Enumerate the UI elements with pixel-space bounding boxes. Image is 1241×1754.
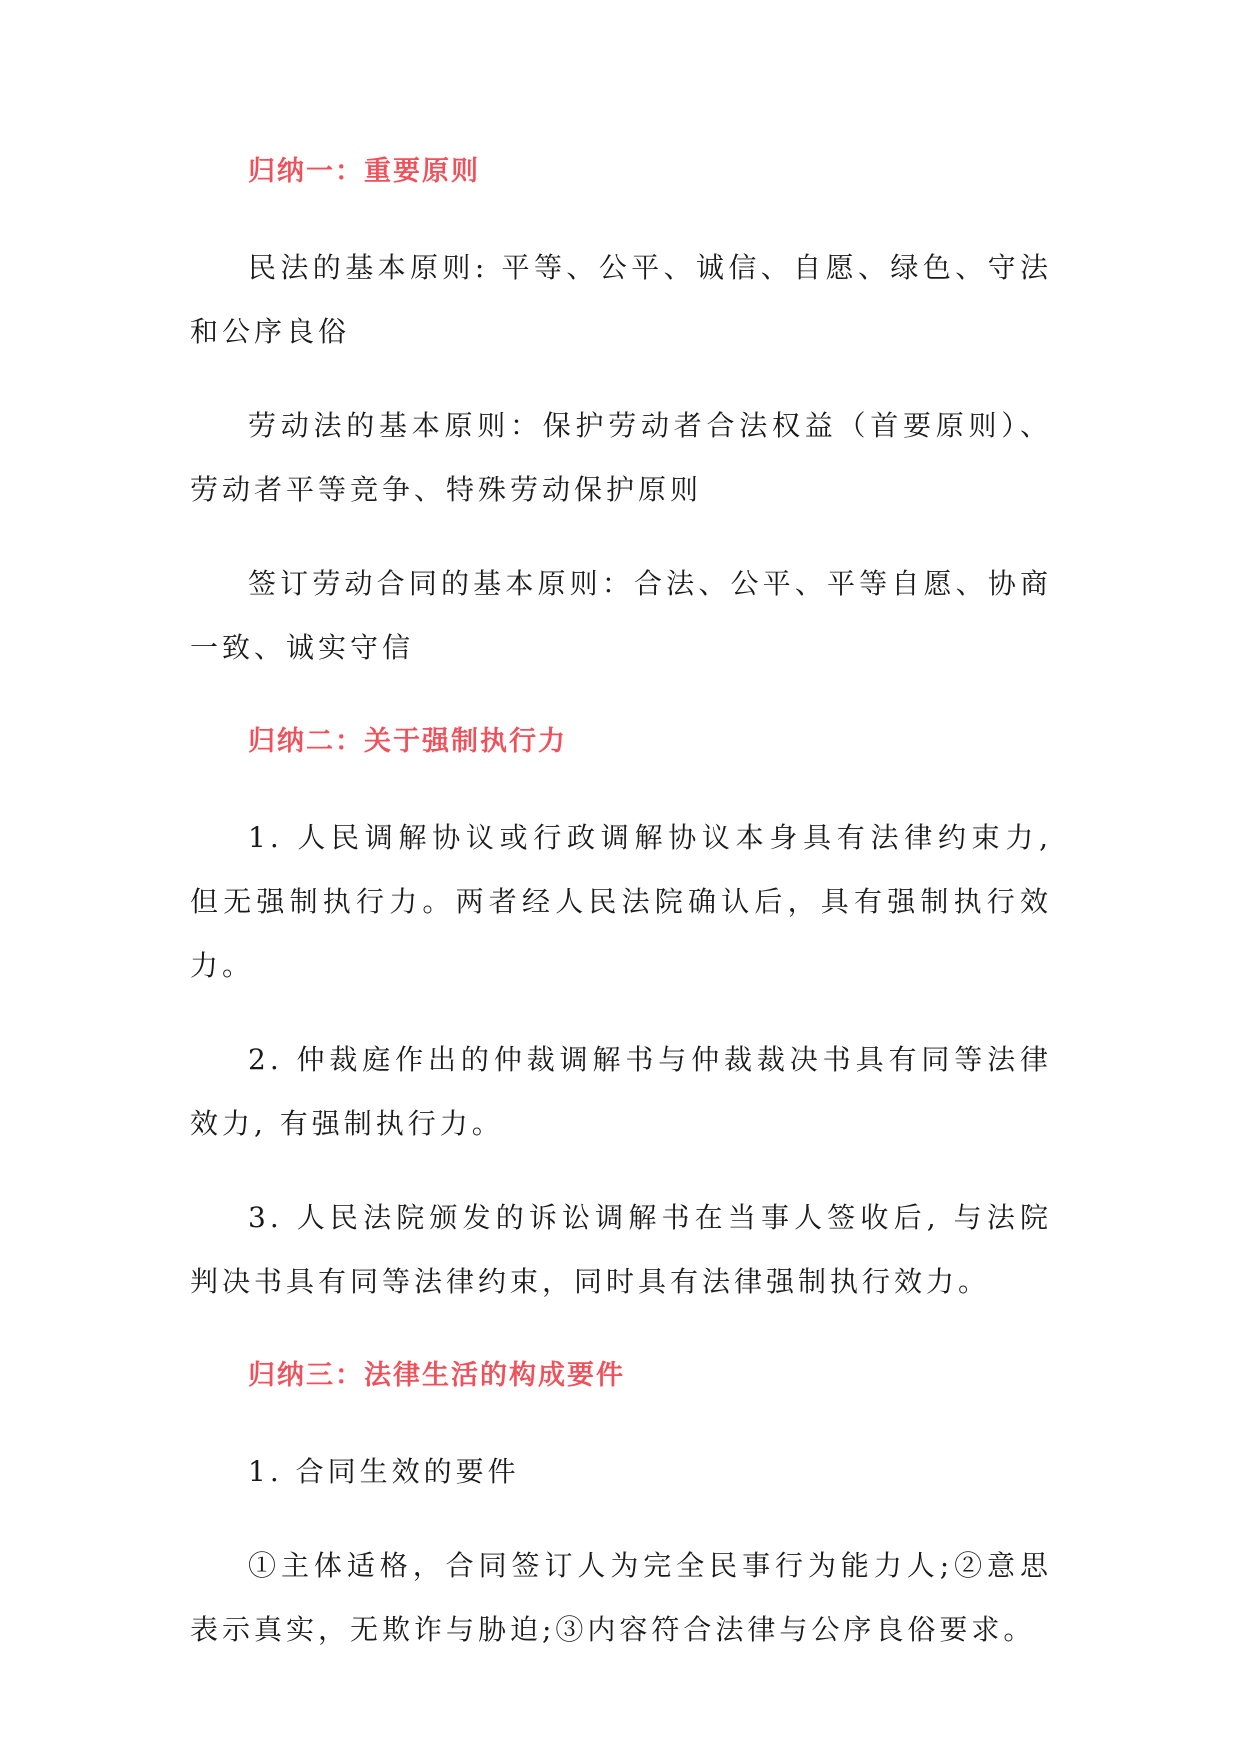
section-heading-3: 归纳三：法律生活的构成要件 [248,1360,625,1391]
paragraph-labor-contract-principles: 签订劳动合同的基本原则：合法、公平、平等自愿、协商一致、诚实守信 [190,567,1052,664]
paragraph-enforcement-2: 2. 仲裁庭作出的仲裁调解书与仲裁裁决书具有同等法律效力, 有强制执行力。 [190,1043,1052,1140]
section-heading-1: 归纳一：重要原则 [248,156,480,187]
paragraph-contract-validity-title: 1. 合同生效的要件 [248,1455,520,1488]
paragraph-contract-validity-conditions: ①主体适格，合同签订人为完全民事行为能力人;②意思表示真实，无欺诈与胁迫;③内容符合法律与公序良俗要求。 [190,1549,1052,1646]
paragraph-enforcement-1: 1. 人民调解协议或行政调解协议本身具有法律约束力, 但无强制执行力。两者经人民法院确认后，具有强制执行效力。 [190,821,1052,982]
section-heading-2: 归纳二：关于强制执行力 [248,726,567,757]
document-page [190,140,1052,1662]
paragraph-civil-law-principles: 民法的基本原则: 平等、公平、诚信、自愿、绿色、守法和公序良俗 [190,251,1052,348]
paragraph-labor-law-principles: 劳动法的基本原则：保护劳动者合法权益（首要原则）、劳动者平等竞争、特殊劳动保护原则 [190,409,1052,506]
paragraph-enforcement-3: 3. 人民法院颁发的诉讼调解书在当事人签收后, 与法院判决书具有同等法律约束，同时具有法律强制执行效力。 [190,1201,1052,1298]
